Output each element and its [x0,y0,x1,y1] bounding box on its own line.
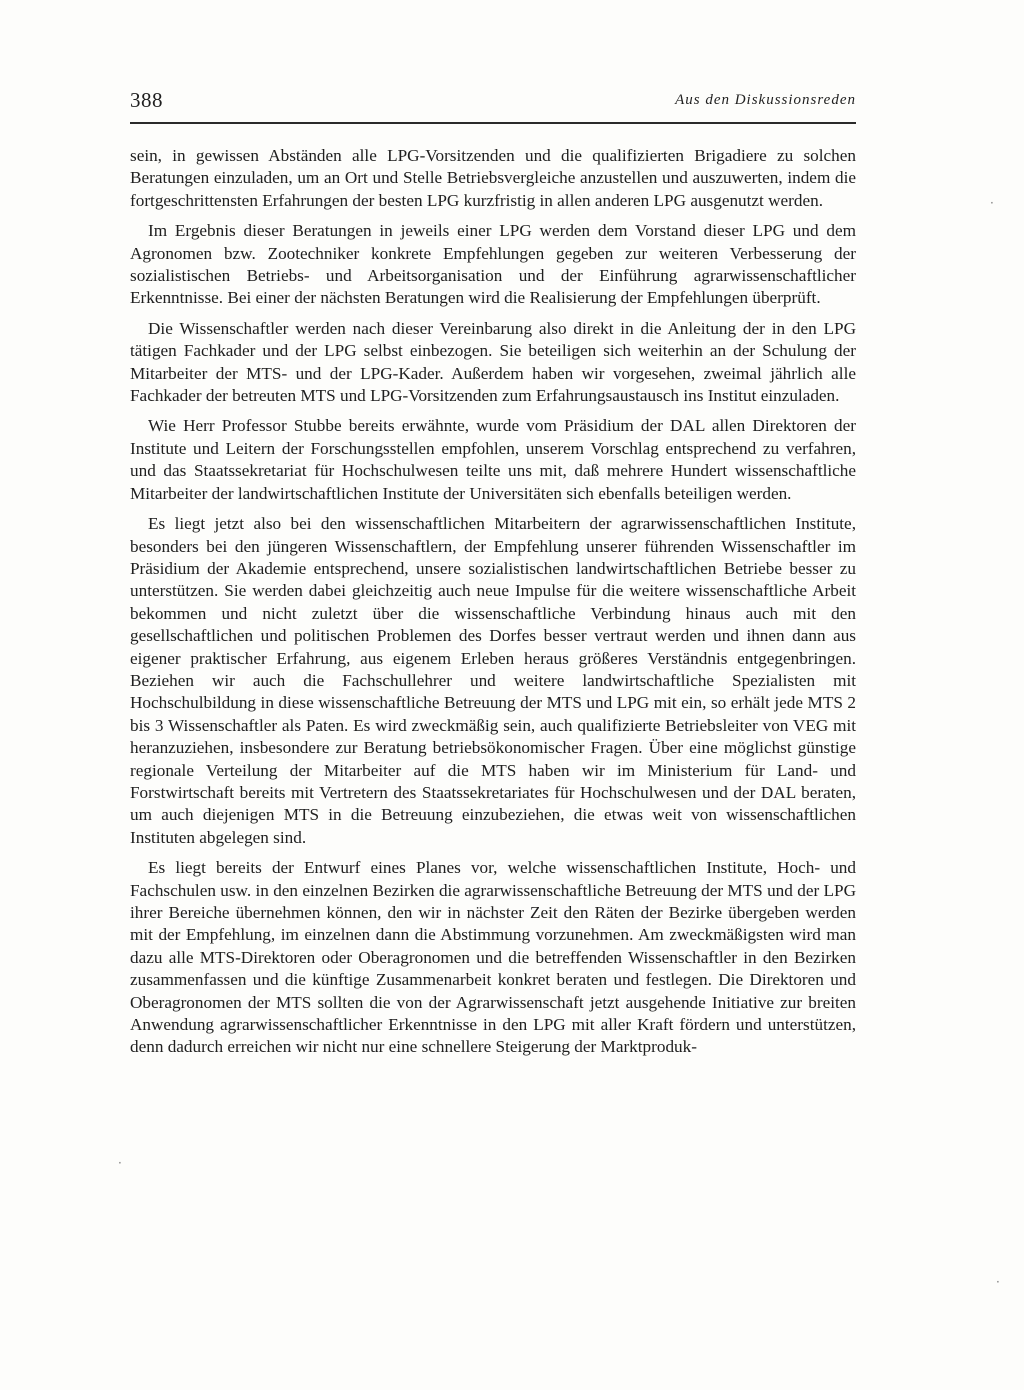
scan-speck-mark: · [990,196,994,210]
paragraph-4: Wie Herr Professor Stubbe bereits erwähnte, wurde vom Präsidium der DAL allen Direktoren der Institute und Leitern der Forschungsstellen empfohlen, unserem Vorschlag entsprechend zu verfahren, und das Staatssekretariat für Hochschulwesen teilte uns mit, daß mehrere Hundert wissenschaftliche Mitarbeiter der landwirtschaftlichen Institute der Universitäten sich ebenfalls beteiligen werden. [130,416,856,503]
page-header [130,88,856,124]
page-number: 388 [130,88,163,112]
paragraph-6: Es liegt bereits der Entwurf eines Planes vor, welche wissenschaftlichen Institute, Hoch- und Fachschulen usw. in den einzelnen Bezirken die agrarwissenschaftliche Betreuung der MTS und der LPG ihrer Bereiche übernehmen können, den wir in nächster Zeit den Räten der Bezirke übergeben werden mit der Empfehlung, im einzelnen dann die Abstimmung vorzunehmen. Am zweckmäßigsten wird man dazu alle MTS-Direktoren oder Oberagronomen und die betreffenden Wissenschaftler in den Bezirken zusammenfassen und die künftige Zusammenarbeit konkret beraten und festlegen. Die Direktoren und Oberagronomen der MTS sollten die von der Agrarwissenschaft jetzt ausgehende Initiative zur breiten Anwendung agrarwissenschaftlicher Erkenntnisse in den LPG mit aller Kraft fördern und unterstützen, denn dadurch erreichen wir nicht nur eine schnellere Steigerung der Marktproduk- [130,858,856,1057]
paragraph-3: Die Wissenschaftler werden nach dieser Vereinbarung also direkt in die Anleitung der in den LPG tätigen Fachkader und der LPG selbst einbezogen. Sie beteiligen sich weiterhin an der Schulung der Mitarbeiter der MTS- und der LPG-Kader. Außerdem haben wir vorgesehen, zweimal jährlich alle Fachkader der betreuten MTS und LPG-Vorsitzenden zum Erfahrungsaustausch ins Institut einzuladen. [130,318,856,406]
running-head: Aus den Diskussionsreden [675,92,856,108]
paragraph-5: Es liegt jetzt also bei den wissenschaftlichen Mitarbeitern der agrarwissenschaftlichen Institute, besonders bei den jüngeren Wissenschaftlern, der Empfehlung unserer führenden Wissenschaftler im Präsidium der Akademie entsprechend, unsere sozialistischen landwirtschaftlichen Betriebe besser zu unterstützen. Sie werden dabei gleichzeitig auch neue Impulse für die weitere wissenschaftliche Arbeit bekommen und nicht zuletzt über die wissenschaftliche Verbindung hinaus auch mit den gesellschaftlichen und politischen Problemen des Dorfes besser vertraut werden und ihnen dann aus eigener praktischer Erfahrung, aus eigenem Erleben heraus größeres Verständnis entgegenbringen. Beziehen wir auch die Fachschullehrer und weitere landwirtschaftliche Spezialisten mit Hochschulbildung in diese wissenschaftliche Betreuung der MTS und LPG mit ein, so erhält jede MTS 2 bis 3 Wissenschaftler als Paten. Es wird zweckmäßig sein, auch qualifizierte Betriebsleiter von VEG mit heranzuziehen, insbesondere zur Beratung betriebsökonomischer Fragen. Über eine möglichst günstige regionale Verteilung der Mitarbeiter auf die MTS haben wir im Ministerium für Land- und Forstwirtschaft bereits mit Vertretern des Staatssekretariates für Hochschulwesen und der DAL beraten, um auch diejenigen MTS in die Betreuung einzubeziehen, die etwas weit von wissenschaftlichen Instituten abgelegen sind. [130,514,856,847]
body-text [130,145,856,1067]
scan-speck-mark: · [118,1156,122,1170]
paragraph-1: sein, in gewissen Abständen alle LPG-Vorsitzenden und die qualifizierten Brigadiere zu solchen Beratungen einzuladen, um an Ort und Stelle Betriebsvergleiche anzustellen und auszuwerten, indem die fortgeschrittensten Erfahrungen der besten LPG kurzfristig in allen anderen LPG ausgenutzt werden. [130,146,856,210]
paragraph-2: Im Ergebnis dieser Beratungen in jeweils einer LPG werden dem Vorstand dieser LPG und dem Agronomen bzw. Zootechniker konkrete Empfehlungen gegeben zur weiteren Verbesserung der sozialistischen Betriebs- und Arbeitsorganisation und der Einführung agrarwissenschaftlicher Erkenntnisse. Bei einer der nächsten Beratungen wird die Realisierung der Empfehlungen überprüft. [130,221,856,308]
scan-speck-mark: · [996,1275,1000,1289]
